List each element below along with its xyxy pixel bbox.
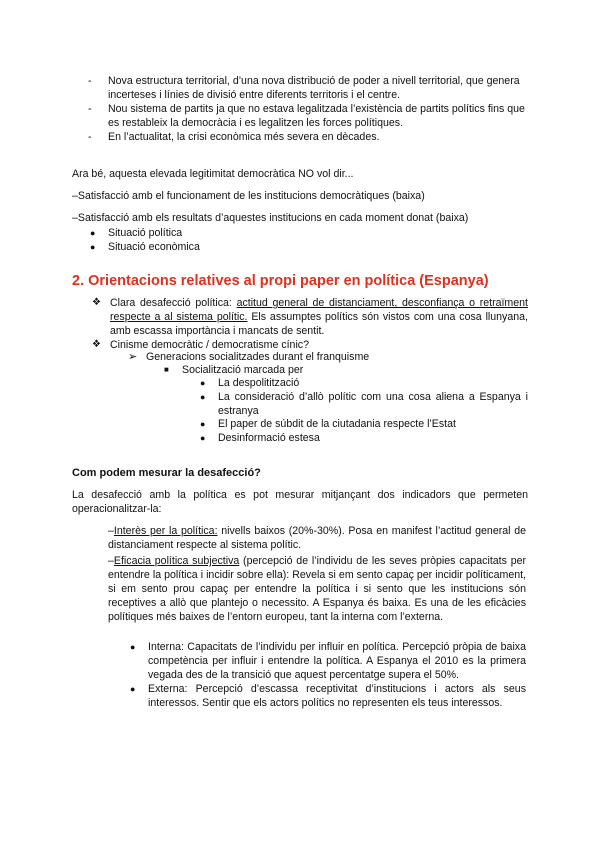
dash-marker: - [88,103,92,115]
list-item-text: Nou sistema de partits ja que no estava legalitzada l’existència de partits polítics fins que es restableix la democràcia i es legalitzen les forces polítiques. [108,103,525,129]
list-item-text: La consideració d’allò polític com una cosa aliena a Espanya i estranya [218,391,528,417]
list-item-desafeccio [92,296,528,338]
bullet-icon: ● [200,392,206,402]
interes-paragraph [108,524,526,552]
list-item-interna [130,640,526,682]
interes-text: nivells baixos (20%-30%). Posa en manifest l’actitud general de distanciament respecte al sistema polític. [108,525,526,551]
paragraph-ara-be: Ara bé, aquesta elevada legitimitat democràtica NO vol dir... [72,168,354,180]
list-item-generacions [128,350,528,364]
list-item [200,376,528,390]
list-item-text: Externa: Percepció d’escassa receptivitat d’institucions i actors als seus interessos. Sentir que els actors polítics no representen els teus interessos. [148,683,526,709]
list-item-text: El paper de súbdit de la ciutadania respecte l’Estat [218,418,456,430]
list-item-text: Nova estructura territorial, d’una nova distribució de poder a nivell territorial, que genera incerteses i línies de divisió entre diferents territoris i el centre. [108,75,520,101]
bullet-icon: ● [90,228,96,238]
mesura-paragraph: La desafecció amb la política es pot mesurar mitjançant dos indicadors que permeten operacionalitzar-la: [72,489,528,515]
desafeccio-text [110,296,528,338]
list-item-text: Cinisme democràtic / democratisme cínic? [110,339,309,351]
list-item-text: Socialització marcada per [182,364,304,376]
bullet-icon: ● [200,433,206,443]
interes-label: Interès per la política: [113,525,218,537]
dash-marker: - [88,75,92,87]
list-item [88,74,538,102]
eficacia-text: (percepció de l’individu de les seves pròpies capacitats per entendre la política i incidir sobre ella): Revela si em sento capaç per incidir políticament, si em sento prou capaç per entendre la política i si sento que les institucions són receptives a allò que plantejo o necessito. A Espanya és baixa. Es una de les eficàcies polítiques més baixes de l’entorn europeu, tant la interna com l’externa. [108,555,527,623]
section-title: 2. Orientacions relatives al propi paper en política (Espanya) [72,273,489,289]
list-item [200,431,528,445]
list-item [200,417,528,431]
desafeccio-lead: Clara desafecció política: [110,297,237,309]
list-item [90,226,490,240]
list-item-externa [130,682,526,710]
satisfaccio-line-1: –Satisfacció amb el funcionament de les institucions democràtiques (baixa) [72,190,425,202]
list-item [88,130,538,144]
subsection-title: Com podem mesurar la desafecció? [72,467,261,479]
list-item [200,390,528,418]
arrow-bullet-icon: ➢ [128,351,138,363]
eficacia-label: Eficacia política subjectiva [113,555,240,567]
list-item-text: Interna: Capacitats de l’individu per influir en política. Percepció pròpia de baixa competència per influir i entendre la política. A Espanya el 2010 es la primera vegada des de la transició que aquest percentatge supera el 50%. [148,641,526,681]
list-item [88,102,538,130]
diamond-bullet-icon: ❖ [92,297,101,308]
bullet-icon: ● [200,419,206,429]
list-item-text: La despolitització [218,377,300,389]
list-item-text: Generacions socialitzades durant el franquisme [146,351,370,363]
list-item-text: Desinformació estesa [218,432,320,444]
bullet-icon: ● [200,378,206,388]
satisfaccio-line-2: –Satisfacció amb els resultats d’aquestes institucions en cada moment donat (baixa) [72,212,469,224]
list-item-text: Situació econòmica [108,241,200,253]
dash-marker: - [88,131,92,143]
desafeccio-definition: actitud general de distanciament, desconfiança o retraïment respecte a al sistema polític. [110,297,528,323]
bullet-icon: ● [130,642,136,652]
eficacia-paragraph [108,554,526,624]
interes-dash: – [108,525,114,537]
square-bullet-icon: ■ [164,365,169,374]
bullet-icon: ● [90,242,96,252]
list-item-text: En l’actualitat, la crisi econòmica més severa en dècades. [108,131,380,143]
bullet-icon: ● [130,684,136,694]
eficacia-dash: – [108,555,114,567]
list-item-socialitzacio [164,363,524,377]
list-item [90,240,490,254]
list-item-text: Situació política [108,227,183,239]
desafeccio-rest: Els assumptes polítics són vistos com una cosa llunyana, amb escassa importància i mancats de sentit. [110,311,528,337]
diamond-bullet-icon: ❖ [92,339,101,350]
